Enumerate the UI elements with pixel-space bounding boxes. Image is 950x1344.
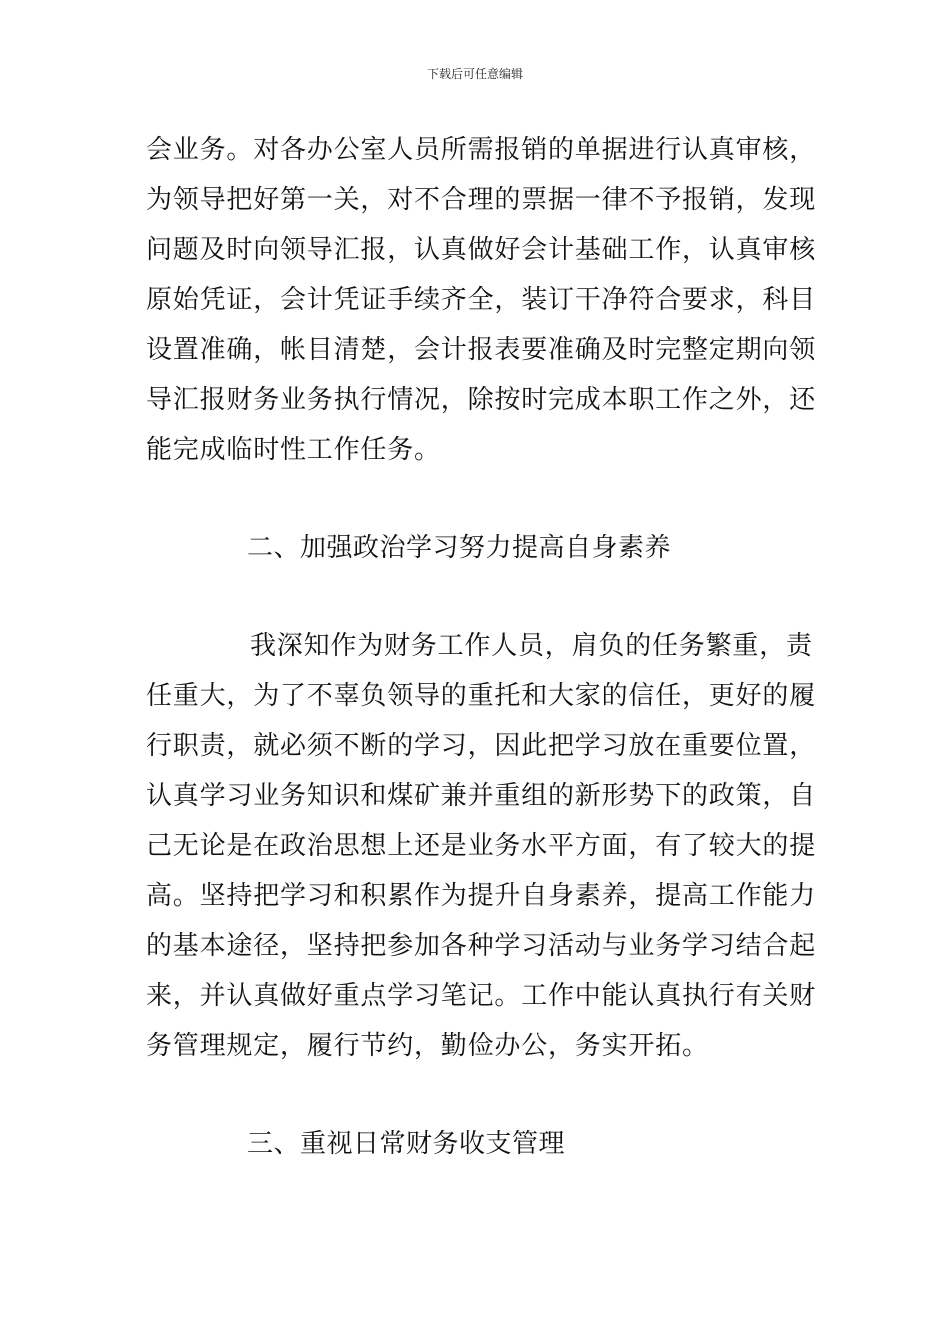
paragraph2-line: 己无论是在政治思想上还是业务水平方面，有了较大的提	[146, 831, 817, 861]
paragraph2-line: 来，并认真做好重点学习笔记。工作中能认真执行有关财	[146, 981, 817, 1011]
paragraph1-line: 会业务。对各办公室人员所需报销的单据进行认真审核，	[146, 135, 817, 165]
paragraph1-line: 能完成临时性工作任务。	[146, 435, 441, 465]
paragraph2-line: 的基本途径，坚持把参加各种学习活动与业务学习结合起	[146, 931, 817, 961]
paragraph2-line: 务管理规定，履行节约，勤俭办公，务实开拓。	[146, 1031, 709, 1061]
paragraph1-line: 导汇报财务业务执行情况，除按时完成本职工作之外，还	[146, 385, 817, 415]
paragraph1-line: 为领导把好第一关，对不合理的票据一律不予报销，发现	[146, 185, 817, 215]
paragraph1-line: 原始凭证，会计凭证手续齐全，装订干净符合要求，科目	[146, 285, 817, 315]
paragraph2-line: 任重大，为了不辜负领导的重托和大家的信任，更好的履	[146, 681, 817, 711]
section-heading-3: 三、重视日常财务收支管理	[247, 1129, 566, 1159]
paragraph2-line: 行职责，就必须不断的学习，因此把学习放在重要位置，	[146, 731, 817, 761]
paragraph2-line: 认真学习业务知识和煤矿兼并重组的新形势下的政策，自	[146, 781, 817, 811]
paragraph2-line: 我深知作为财务工作人员，肩负的任务繁重，责	[250, 631, 813, 661]
paragraph2-line: 高。坚持把学习和积累作为提升自身素养，提高工作能力	[146, 881, 817, 911]
paragraph1-line: 设置准确，帐目清楚，会计报表要准确及时完整定期向领	[146, 335, 817, 365]
section-heading-2: 二、加强政治学习努力提高自身素养	[247, 533, 672, 563]
header-note: 下载后可任意编辑	[426, 67, 523, 81]
paragraph1-line: 问题及时向领导汇报，认真做好会计基础工作，认真审核	[146, 235, 817, 265]
